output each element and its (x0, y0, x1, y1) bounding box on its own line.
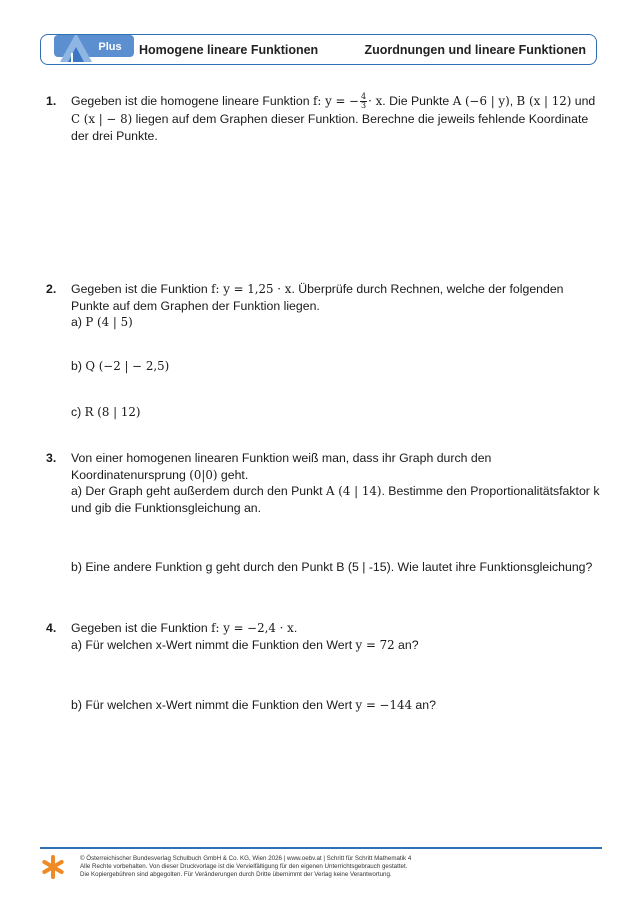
value: y = −144 (355, 698, 412, 712)
task-text (71, 620, 606, 637)
text: . Die Punkte (382, 94, 453, 108)
text: a) Für welchen x-Wert nimmt die Funktion den Wert (71, 638, 356, 652)
subtask-label: a) (71, 315, 86, 329)
text: . Bestimme den Proportionalitätsfaktor k und gib die Funktionsgleichung an. (71, 484, 600, 515)
point-b: B (x | 12) (516, 94, 572, 108)
text: Gegeben ist die Funktion (71, 282, 212, 296)
page-header (40, 34, 597, 65)
text: Von einer homogenen linearen Funktion weiß man, dass ihr Graph durch den Koordinatenursprung (71, 451, 492, 482)
text: liegen auf dem Graphen dieser Funktion. Berechne die jeweils fehlende Koordinate der drei Punkte. (71, 111, 589, 143)
subtask-label: c) (71, 405, 85, 419)
liability-line: Die Kopiergebühren sind abgegolten. Für Veränderungen durch Dritte übernimmt der Verlag keine Verantwortung. (80, 871, 392, 879)
point-p: P (4 | 5) (85, 315, 133, 329)
task-text (71, 281, 601, 315)
footer-divider (40, 847, 602, 849)
function-prefix: f: y = − (313, 94, 360, 108)
point-r: R (8 | 12) (84, 405, 141, 419)
text: geht. (217, 468, 249, 482)
task-number: 2. (46, 282, 57, 296)
subtask-b (71, 697, 436, 714)
function-expression: f: y = −2,4 · x (211, 621, 294, 635)
subtask-c (71, 404, 141, 421)
subtask-a (71, 483, 606, 517)
task-number: 1. (46, 94, 57, 108)
text: Gegeben ist die homogene lineare Funktion (71, 94, 313, 108)
publisher-star-icon (40, 854, 66, 880)
point-a: A (−6 | y) (452, 94, 510, 108)
value: y = 72 (355, 638, 395, 652)
point-a: A (4 | 14) (325, 484, 382, 498)
fraction (360, 93, 367, 110)
logo-text: Plus (98, 41, 122, 53)
subtask-label: b) (71, 359, 86, 373)
subtask-a (71, 314, 133, 331)
task-number: 4. (46, 621, 57, 635)
task-3 (46, 450, 606, 574)
text: an? (394, 638, 419, 652)
task-1 (46, 93, 606, 145)
copyright-line: © Österreichischer Bundesverlag Schulbuch GmbH & Co. KG, Wien 2026 | www.oebv.at | Schritt für Schritt Mathematik 4 (80, 855, 412, 862)
text: , (509, 94, 517, 108)
function-expression: f: y = 1,25 · x (211, 282, 292, 296)
task-text (71, 93, 606, 145)
text: und (571, 94, 596, 108)
worksheet-title: Homogene lineare Funktionen (139, 43, 319, 57)
task-number: 3. (46, 451, 57, 465)
text: a) Der Graph geht außerdem durch den Punkt (71, 484, 326, 498)
task-4 (46, 620, 606, 712)
text: . Überprüfe durch Rechnen, welche der folgenden Punkte auf dem Graphen der Funktion liegen. (71, 282, 564, 313)
fraction-denominator: 3 (361, 100, 367, 110)
plus-logo (54, 35, 134, 66)
text: b) Eine andere Funktion g geht durch den Punkt B (5 | -15). Wie lautet ihre Funktionsgleichung? (71, 560, 593, 574)
text: b) Für welchen x-Wert nimmt die Funktion den Wert (71, 698, 356, 712)
task-text (71, 450, 501, 484)
point-c: C (x | − 8) (71, 111, 133, 126)
text: . (293, 621, 298, 635)
text: Gegeben ist die Funktion (71, 621, 212, 635)
subtask-a (71, 637, 419, 654)
fraction-numerator: 4 (361, 91, 367, 101)
origin-point: (0|0) (189, 468, 218, 482)
rights-line: Alle Rechte vorbehalten. Von dieser Druckvorlage ist die Vervielfältigung für den eigenen Unterrichtsgebrauch gestattet. (80, 863, 408, 871)
function-expression (313, 91, 383, 110)
subtask-b (71, 559, 606, 576)
subtask-b (71, 358, 169, 375)
point-q: Q (−2 | − 2,5) (85, 359, 170, 373)
footer-legal (80, 855, 411, 880)
function-suffix: · x (368, 94, 383, 108)
worksheet-subject: Zuordnungen und lineare Funktionen (364, 43, 586, 57)
task-2 (46, 281, 606, 419)
text: an? (411, 698, 436, 712)
